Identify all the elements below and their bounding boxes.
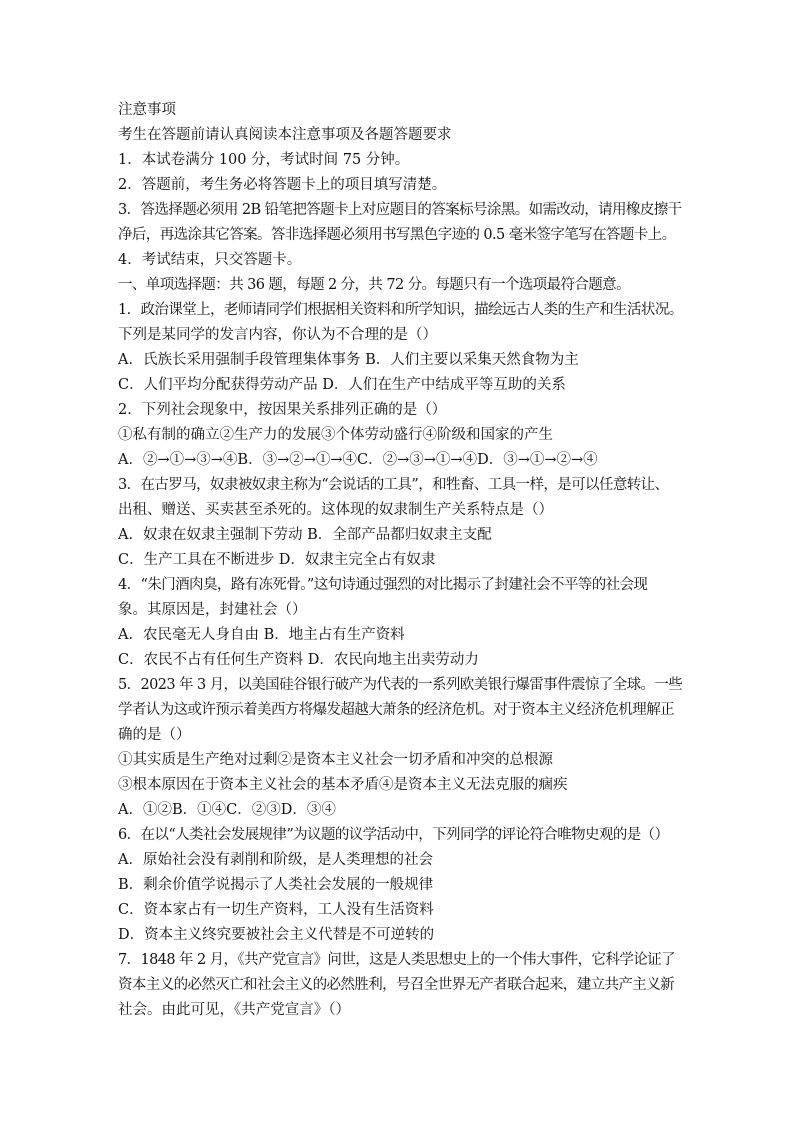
question-5-stem-cont: 学者认为这或许预示着美西方将爆发超越大萧条的经济危机。对于资本主义经济危机理解正 [118,702,674,718]
question-2-stem: 2．下列社会现象中，按因果关系排列正确的是（） [118,402,447,418]
notice-intro: 考生在答题前请认真阅读本注意事项及各题答题要求 [118,127,452,143]
question-5-statements-34: ③根本原因在于资本主义社会的基本矛盾④是资本主义无法克服的痼疾 [118,777,568,793]
question-2-options: A．②→①→③→④B．③→②→①→④C．②→③→①→④D．③→①→②→④ [118,452,598,468]
question-5-options: A．①②B．①④C．②③D．③④ [118,802,336,818]
question-3-stem-cont: 出租、赠送、买卖甚至杀死的。这体现的奴隶制生产关系特点是（） [118,502,553,518]
question-4-stem-cont: 象。其原因是，封建社会（） [118,602,307,618]
notice-item-2: 2．答题前，考生务必将答题卡上的项目填写清楚。 [118,177,447,193]
notice-item-3: 3．答选择题必须用 2B 铅笔把答题卡上对应题目的答案标号涂黑。如需改动，请用橡皮擦干 [118,202,682,218]
question-1-stem: 1．政治课堂上，老师请同学们根据相关资料和所学知识，描绘远古人类的生产和生活状况。 [118,302,683,318]
question-1-options-ab: A．氏族长采用强制手段管理集体事务 B．人们主要以采集天然食物为主 [118,352,579,368]
question-2-statements: ①私有制的确立②生产力的发展③个体劳动盛行④阶级和国家的产生 [118,427,553,443]
question-6-option-c: C．资本家占有一切生产资料，工人没有生活资料 [118,902,434,918]
notice-item-1: 1．本试卷满分 100 分，考试时间 75 分钟。 [118,152,410,168]
question-5-stem-end: 确的是（） [118,727,191,743]
question-1-stem-cont: 下列是某同学的发言内容，你认为不合理的是（） [118,327,437,343]
question-4-stem: 4．“朱门酒肉臭，路有冻死骨。”这句诗通过强烈的对比揭示了封建社会不平等的社会现 [118,577,648,593]
question-6-option-a: A．原始社会没有剥削和阶级，是人类理想的社会 [118,852,433,868]
notice-title: 注意事项 [118,102,176,118]
question-7-stem: 7．1848 年 2 月，《共产党宣言》问世，这是人类思想史上的一个伟大事件，它科学论证了 [118,952,675,968]
exam-document [118,98,688,1023]
question-4-options-cd: C．农民不占有任何生产资料 D．农民向地主出卖劳动力 [118,652,479,668]
notice-item-4: 4．考试结束，只交答题卡。 [118,252,302,268]
question-4-options-ab: A．农民毫无人身自由 B．地主占有生产资料 [118,627,405,643]
question-3-stem: 3．在古罗马，奴隶被奴隶主称为“会说话的工具”，和牲畜、工具一样，是可以任意转让、 [118,477,669,493]
question-5-stem: 5．2023 年 3 月，以美国硅谷银行破产为代表的一系列欧美银行爆雷事件震惊了全球。一些 [118,677,683,693]
question-3-options-ab: A．奴隶在奴隶主强制下劳动 B．全部产品都归奴隶主支配 [118,527,492,543]
question-7-stem-end: 社会。由此可见，《共产党宣言》（） [118,1002,350,1018]
question-1-options-cd: C．人们平均分配获得劳动产品 D．人们在生产中结成平等互助的关系 [118,377,566,393]
question-7-stem-cont: 资本主义的必然灭亡和社会主义的必然胜利，号召全世界无产者联合起来，建立共产主义新 [118,977,674,993]
question-5-statements-12: ①其实质是生产绝对过剩②是资本主义社会一切矛盾和冲突的总根源 [118,752,553,768]
question-6-option-d: D．资本主义终究要被社会主义代替是不可逆转的 [118,927,435,943]
question-6-stem: 6．在以“人类社会发展规律”为议题的议学活动中，下列同学的评论符合唯物史观的是（） [118,827,669,843]
section-heading: 一、单项选择题：共 36 题，每题 2 分，共 72 分。每题只有一个选项最符合题意。 [118,277,630,293]
question-6-option-b: B．剩余价值学说揭示了人类社会发展的一般规律 [118,877,434,893]
question-3-options-cd: C．生产工具在不断进步 D．奴隶主完全占有奴隶 [118,552,436,568]
notice-item-3-cont: 净后，再选涂其它答案。答非选择题必须用书写黑色字迹的 0.5 毫米签字笔写在答题卡上。 [118,227,676,243]
